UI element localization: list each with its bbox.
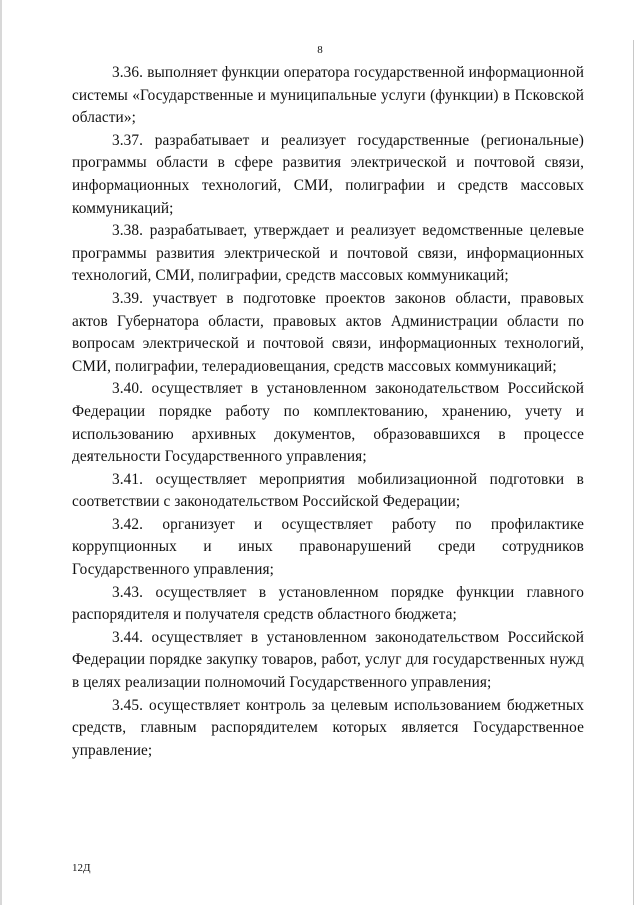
clause-number: 3.41. <box>112 470 144 488</box>
clause-3-40 <box>72 378 584 468</box>
clause-3-43 <box>72 582 584 627</box>
clause-3-38 <box>72 220 584 288</box>
clause-number: 3.38. <box>112 222 144 240</box>
clause-3-37 <box>72 130 584 220</box>
page-number: 8 <box>317 44 323 56</box>
clause-text: осуществляет мероприятия мобилизационной подготовки в соответствии с законодательством Российской Федерации; <box>72 470 584 511</box>
clause-3-39 <box>72 288 584 378</box>
clause-3-41 <box>72 469 584 514</box>
clause-3-44 <box>72 627 584 695</box>
clause-3-45 <box>72 695 584 763</box>
footer-code: 12Д <box>72 862 91 874</box>
clause-3-36 <box>72 62 584 130</box>
clause-number: 3.36. <box>112 64 144 81</box>
clause-number: 3.45. <box>112 696 144 714</box>
clause-text: участвует в подготовке проектов законов области, правовых актов Губернатора области, правовых актов Администрации области по вопросам электрической и почтовой связи, информационных технологий, СМИ, полиграфии, телерадиовещания, средств массовых коммуникаций; <box>72 289 584 375</box>
document-body <box>72 62 584 762</box>
clause-text: организует и осуществляет работу по профилактике коррупционных и иных правонарушений среди сотрудников Государственного управления; <box>72 515 584 579</box>
clause-number: 3.40. <box>112 380 144 398</box>
clause-text: осуществляет контроль за целевым использованием бюджетных средств, главным распорядителем которых является Государственное управление; <box>72 696 584 759</box>
scan-edge-left <box>0 0 2 905</box>
clause-number: 3.42. <box>112 515 144 533</box>
clause-3-42 <box>72 514 584 582</box>
clause-text: осуществляет в установленном порядке функции главного распорядителя и получателя средств областного бюджета; <box>72 583 584 624</box>
clause-number: 3.43. <box>112 583 144 601</box>
clause-number: 3.37. <box>112 131 144 149</box>
clause-text: осуществляет в установленном законодательством Российской Федерации порядке работу по комплектованию, хранению, учету и использованию архивных документов, образовавшихся в процессе деятельности Государственного управления; <box>72 380 584 466</box>
clause-text: осуществляет в установленном законодательством Российской Федерации порядке закупку товаров, работ, услуг для государственных нужд в целях реализации полномочий Государственного управления; <box>72 628 584 692</box>
clause-number: 3.44. <box>112 628 144 646</box>
scan-edge-right <box>633 40 634 905</box>
clause-text: разрабатывает и реализует государственные (региональные) программы области в сфере развития электрической и почтовой связи, информационных технологий, СМИ, полиграфии и средств массовых коммуникаций; <box>72 131 584 217</box>
clause-text: разрабатывает, утверждает и реализует ведомственные целевые программы развития электрической и почтовой связи, информационных технологий, СМИ, полиграфии, средств массовых коммуникаций; <box>72 222 584 285</box>
clause-text: выполняет функции оператора государственной информационной системы «Государственные и муниципальные услуги (функции) в Псковской области»; <box>72 64 584 127</box>
clause-number: 3.39. <box>112 289 144 307</box>
